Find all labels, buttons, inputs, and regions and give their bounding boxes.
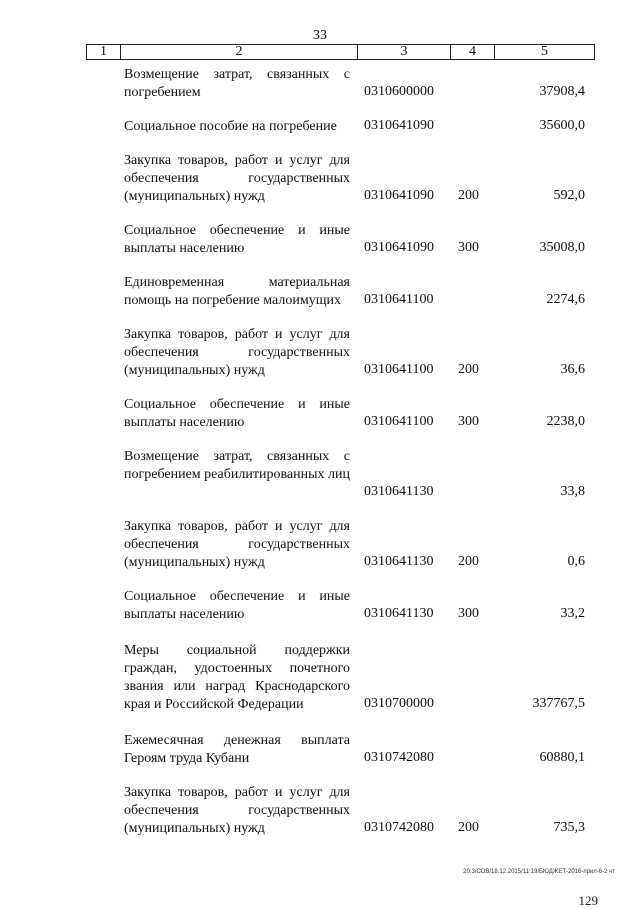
row-amount: 33,2	[560, 606, 585, 621]
row-description: Возмещение затрат, связанных с погребением	[124, 67, 350, 100]
row-amount: 2238,0	[546, 414, 585, 429]
row-amount: 35600,0	[539, 118, 585, 133]
row-amount: 0,6	[567, 554, 585, 569]
row-code: 0310641100	[364, 414, 434, 429]
row-description: Социальное обеспечение и иные выплаты населению	[124, 223, 350, 256]
row-amount: 37908,4	[539, 84, 585, 99]
row-expense-type: 300	[458, 606, 479, 621]
row-code: 0310641090	[364, 240, 434, 255]
row-code: 0310742080	[364, 750, 434, 765]
row-expense-type: 300	[458, 240, 479, 255]
row-description: Закупка товаров, работ и услуг для обеспечения государственных (муниципальных) нужд	[124, 327, 350, 378]
row-code: 0310600000	[364, 84, 434, 99]
row-amount: 592,0	[553, 188, 585, 203]
row-amount: 36,6	[560, 362, 585, 377]
row-description: Социальное обеспечение и иные выплаты населению	[124, 589, 350, 622]
column-header-1: 1	[87, 45, 121, 60]
row-code: 0310641100	[364, 362, 434, 377]
row-expense-type: 200	[458, 188, 479, 203]
row-description: Меры социальной поддержки граждан, удостоенных почетного звания или наград Краснодарского края и Российской Федерации	[124, 643, 350, 712]
row-code: 0310700000	[364, 696, 434, 711]
row-description: Возмещение затрат, связанных с погребением реабилитированных лиц	[124, 449, 350, 482]
column-header-5: 5	[495, 45, 595, 60]
row-description: Закупка товаров, работ и услуг для обеспечения государственных (муниципальных) нужд	[124, 153, 350, 204]
row-expense-type: 200	[458, 820, 479, 835]
document-reference: 20.3/СОВ/18.12.2015/11:19/БЮДЖЕТ-2016-прил-6-2 чт	[463, 869, 615, 875]
row-amount: 2274,6	[546, 292, 585, 307]
column-header-4: 4	[451, 45, 495, 60]
column-header-table	[86, 44, 595, 60]
row-description: Социальное пособие на погребение	[124, 119, 337, 134]
row-amount: 33,8	[560, 484, 585, 499]
row-amount: 337767,5	[532, 696, 585, 711]
row-code: 0310641100	[364, 292, 434, 307]
row-amount: 35008,0	[539, 240, 585, 255]
row-description: Закупка товаров, работ и услуг для обеспечения государственных (муниципальных) нужд	[124, 519, 350, 570]
row-description: Единовременная материальная помощь на погребение малоимущих	[124, 275, 350, 308]
column-header-2: 2	[121, 45, 358, 60]
row-expense-type: 200	[458, 362, 479, 377]
row-code: 0310742080	[364, 820, 434, 835]
row-amount: 735,3	[553, 820, 585, 835]
row-code: 0310641130	[364, 606, 434, 621]
row-code: 0310641130	[364, 554, 434, 569]
row-code: 0310641130	[364, 484, 434, 499]
row-amount: 60880,1	[539, 750, 585, 765]
row-code: 0310641090	[364, 188, 434, 203]
row-expense-type: 300	[458, 414, 479, 429]
sheet-number: 129	[578, 893, 598, 908]
page-number: 33	[313, 28, 327, 43]
row-expense-type: 200	[458, 554, 479, 569]
row-description: Социальное обеспечение и иные выплаты населению	[124, 397, 350, 430]
row-description: Закупка товаров, работ и услуг для обеспечения государственных (муниципальных) нужд	[124, 785, 350, 836]
row-description: Ежемесячная денежная выплата Героям труда Кубани	[124, 733, 350, 766]
column-header-3: 3	[358, 45, 451, 60]
row-code: 0310641090	[364, 118, 434, 133]
